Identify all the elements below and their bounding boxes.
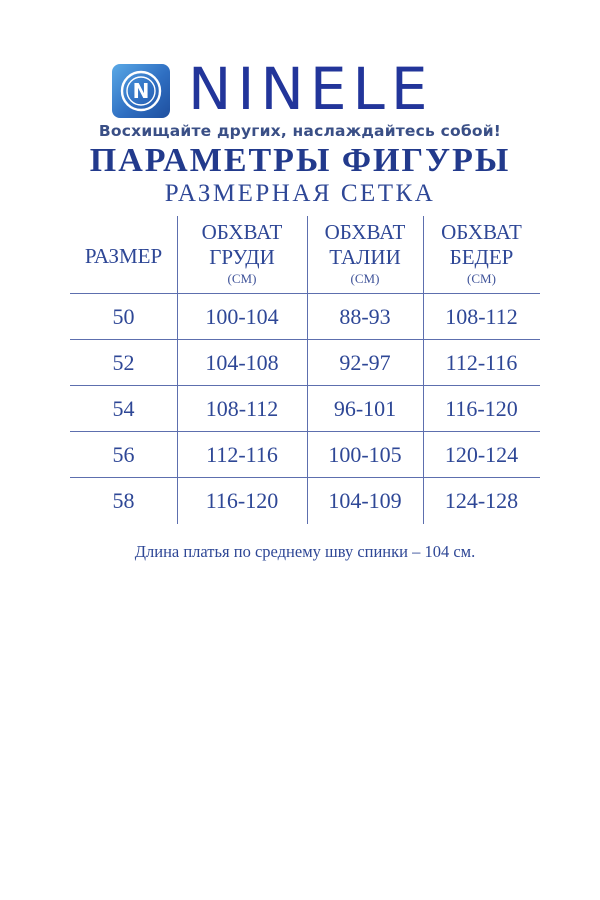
brand-logo-icon: [112, 64, 170, 118]
table-cell-hips: 112-116: [445, 350, 518, 375]
dress-length-note: Длина платья по среднему шву спинки – 104 см.: [134, 542, 476, 561]
table-cell-hips: 120-124: [444, 442, 519, 467]
table-cell-size: 56: [112, 442, 135, 467]
brand-name: NINELE: [188, 55, 434, 123]
table-header-size: РАЗМЕР: [84, 244, 163, 268]
table-cell-size: 58: [112, 488, 135, 513]
brand-logo-letter: N: [132, 79, 150, 103]
table-cell-chest: 104-108: [205, 350, 279, 375]
table-cell-chest: 100-104: [205, 304, 279, 329]
table-cell-chest: 108-112: [205, 396, 279, 421]
page-title: ПАРАМЕТРЫ ФИГУРЫ: [89, 142, 511, 179]
brand-logo: [110, 55, 510, 123]
table-header-waist: ОБХВАТ ТАЛИИ (СМ): [324, 220, 406, 286]
table-cell-waist: 104-109: [328, 488, 402, 513]
table-cell-size: 50: [112, 304, 135, 329]
table-cell-size: 52: [112, 350, 135, 375]
table-cell-waist: 88-93: [339, 304, 391, 329]
size-chart-table: [70, 216, 540, 524]
table-header-hips: ОБХВАТ БЕДЕР (СМ): [441, 220, 522, 286]
table-cell-waist: 92-97: [339, 350, 391, 375]
table-cell-hips: 124-128: [444, 488, 519, 513]
table-cell-waist: 96-101: [333, 396, 397, 421]
page-subtitle: РАЗМЕРНАЯ СЕТКА: [164, 180, 436, 207]
table-cell-hips: 108-112: [445, 304, 518, 329]
table-cell-size: 54: [112, 396, 135, 421]
table-header-chest: ОБХВАТ ГРУДИ (СМ): [201, 220, 283, 286]
table-cell-waist: 100-105: [328, 442, 402, 467]
table-cell-chest: 112-116: [206, 442, 278, 467]
table-cell-chest: 116-120: [205, 488, 279, 513]
table-cell-hips: 116-120: [445, 396, 518, 421]
brand-slogan: Восхищайте других, наслаждайтесь собой!: [98, 122, 502, 140]
